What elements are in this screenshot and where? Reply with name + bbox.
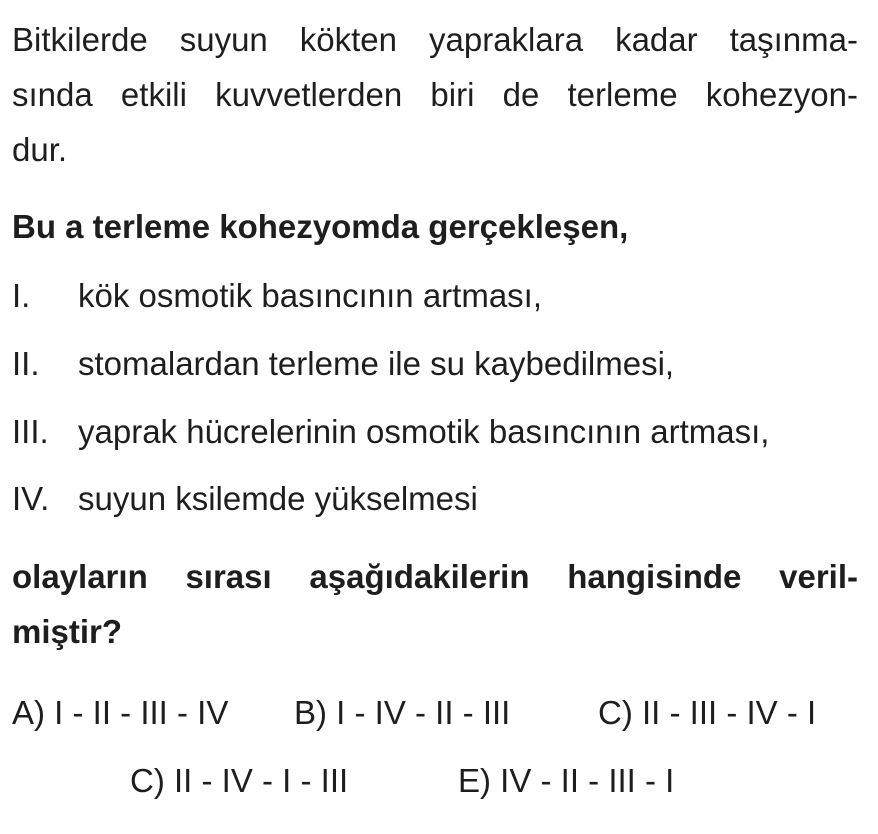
- question-tail-line-1: olayların sırası aşağıdakilerin hangisinde veril-: [12, 558, 858, 595]
- option-b[interactable]: B) I - IV - II - III: [294, 694, 511, 731]
- stem-line-3: dur.: [12, 131, 68, 168]
- statement-text: stomalardan terleme ile su kaybedilmesi,: [78, 345, 675, 382]
- statement-number: III.: [12, 413, 49, 450]
- statement-number: I.: [12, 277, 31, 314]
- question-lead: Bu a terleme kohezyomda gerçekleşen,: [12, 208, 629, 245]
- statement-number: II.: [12, 345, 40, 382]
- question-tail-line-2: miştir?: [12, 613, 123, 650]
- option-a[interactable]: A) I - II - III - IV: [12, 694, 229, 731]
- option-e[interactable]: E) IV - II - III - I: [458, 762, 675, 799]
- option-c[interactable]: C) II - III - IV - I: [598, 694, 817, 731]
- stem-line-2: sında etkili kuvvetlerden biri de terleme kohezyon-: [12, 76, 858, 113]
- statement-number: IV.: [12, 480, 50, 517]
- option-d[interactable]: C) II - IV - I - III: [130, 762, 349, 799]
- statement-text: yaprak hücrelerinin osmotik basıncının artması,: [78, 413, 770, 450]
- statement-text: suyun ksilemde yükselmesi: [78, 480, 478, 517]
- stem-line-1: Bitkilerde suyun kökten yapraklara kadar taşınma-: [12, 21, 858, 58]
- statement-text: kök osmotik basıncının artması,: [78, 277, 543, 314]
